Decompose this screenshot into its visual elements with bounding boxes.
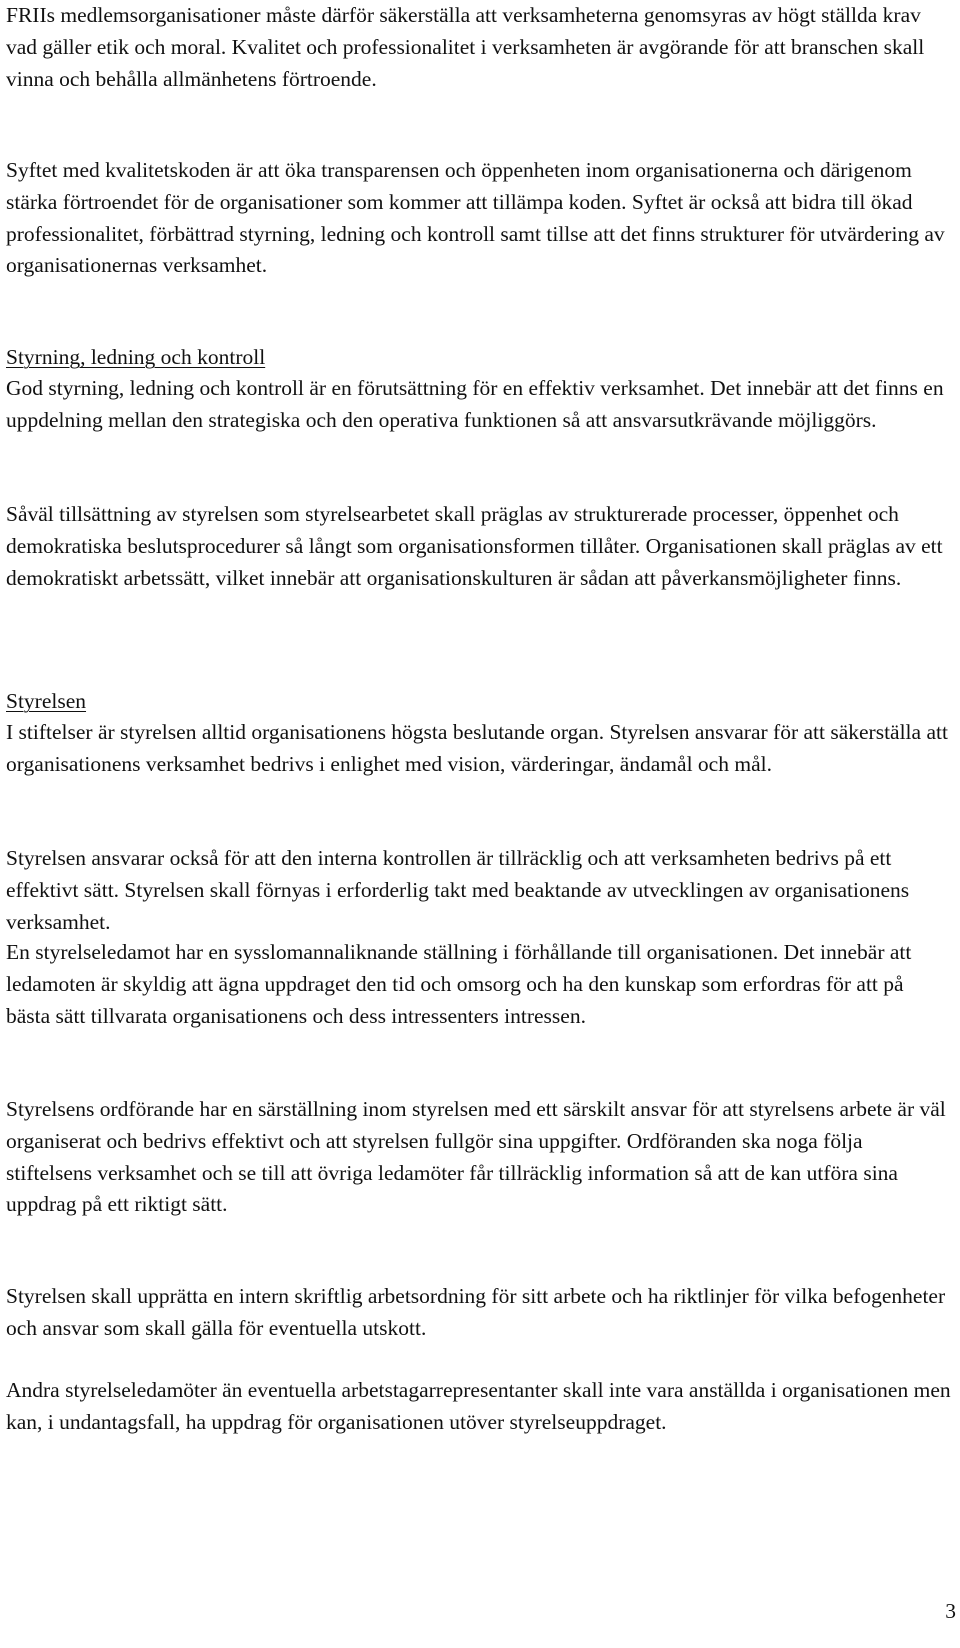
paragraph-board-appointment: Såväl tillsättning av styrelsen som styrelsearbetet skall präglas av strukturerade processer, öppenhet och demokratiska beslutsprocedurer så långt som organisationsformen tillåter. Organisationen skall präglas av ett demokratiskt arbetssätt, vilket innebär att organisationskulturen är sådan att påverkansmöjligheter finns.	[6, 502, 943, 590]
paragraph-board-member: En styrelseledamot har en sysslomannaliknande ställning i förhållande till organisationen. Det innebär att ledamoten är skyldig att ägna uppdraget den tid och omsorg och ha den kunskap som erfordras för att på bästa sätt tillvarata organisationens och dess intressenters intressen.	[6, 940, 912, 1028]
paragraph-intro: FRIIs medlemsorganisationer måste därför säkerställa att verksamheterna genomsyras av högt ställda krav vad gäller etik och moral. Kvalitet och professionalitet i verksamheten är avgörande för att branschen skall vinna och behålla allmänhetens förtroende.	[6, 3, 925, 91]
paragraph-board-control: Styrelsen ansvarar också för att den interna kontrollen är tillräcklig och att verksamheten bedrivs på ett effektivt sätt. Styrelsen skall förnyas i erforderlig takt med beaktande av utvecklingen av organisationens verksamhet.	[6, 846, 910, 934]
heading-styrelsen: Styrelsen	[6, 689, 87, 713]
paragraph-other-members: Andra styrelseledamöter än eventuella arbetstagarrepresentanter skall inte vara anställda i organisationen men kan, i undantagsfall, ha uppdrag för organisationen utöver styrelseuppdraget.	[6, 1378, 951, 1434]
paragraph-governance: God styrning, ledning och kontroll är en förutsättning för en effektiv verksamhet. Det innebär att det finns en uppdelning mellan den strategiska och den operativa funktionen så att ansvarsutkrävande möjliggörs.	[6, 376, 944, 432]
page-number: 3	[945, 1599, 956, 1623]
paragraph-work-order: Styrelsen skall upprätta en intern skriftlig arbetsordning för sitt arbete och ha riktlinjer för vilka befogenheter och ansvar som skall gälla för eventuella utskott.	[6, 1284, 946, 1340]
paragraph-board-role: I stiftelser är styrelsen alltid organisationens högsta beslutande organ. Styrelsen ansvarar för att säkerställa att organisationens verksamhet bedrivs i enlighet med vision, värderingar, ändamål och mål.	[6, 720, 948, 776]
paragraph-purpose: Syftet med kvalitetskoden är att öka transparensen och öppenheten inom organisationerna och därigenom stärka förtroendet för de organisationer som kommer att tillämpa koden. Syftet är också att bidra till ökad professionalitet, förbättrad styrning, ledning och kontroll samt tillse att det finns strukturer för utvärdering av organisationernas verksamhet.	[6, 158, 945, 278]
heading-styrning-ledning-kontroll: Styrning, ledning och kontroll	[6, 345, 266, 369]
paragraph-chairman: Styrelsens ordförande har en särställning inom styrelsen med ett särskilt ansvar för att styrelsens arbete är väl organiserat och bedrivs effektivt och att styrelsen fullgör sina uppgifter. Ordföranden ska noga följa stiftelsens verksamhet och se till att övriga ledamöter får tillräcklig information så att de kan utföra sina uppdrag på ett riktigt sätt.	[6, 1097, 946, 1217]
